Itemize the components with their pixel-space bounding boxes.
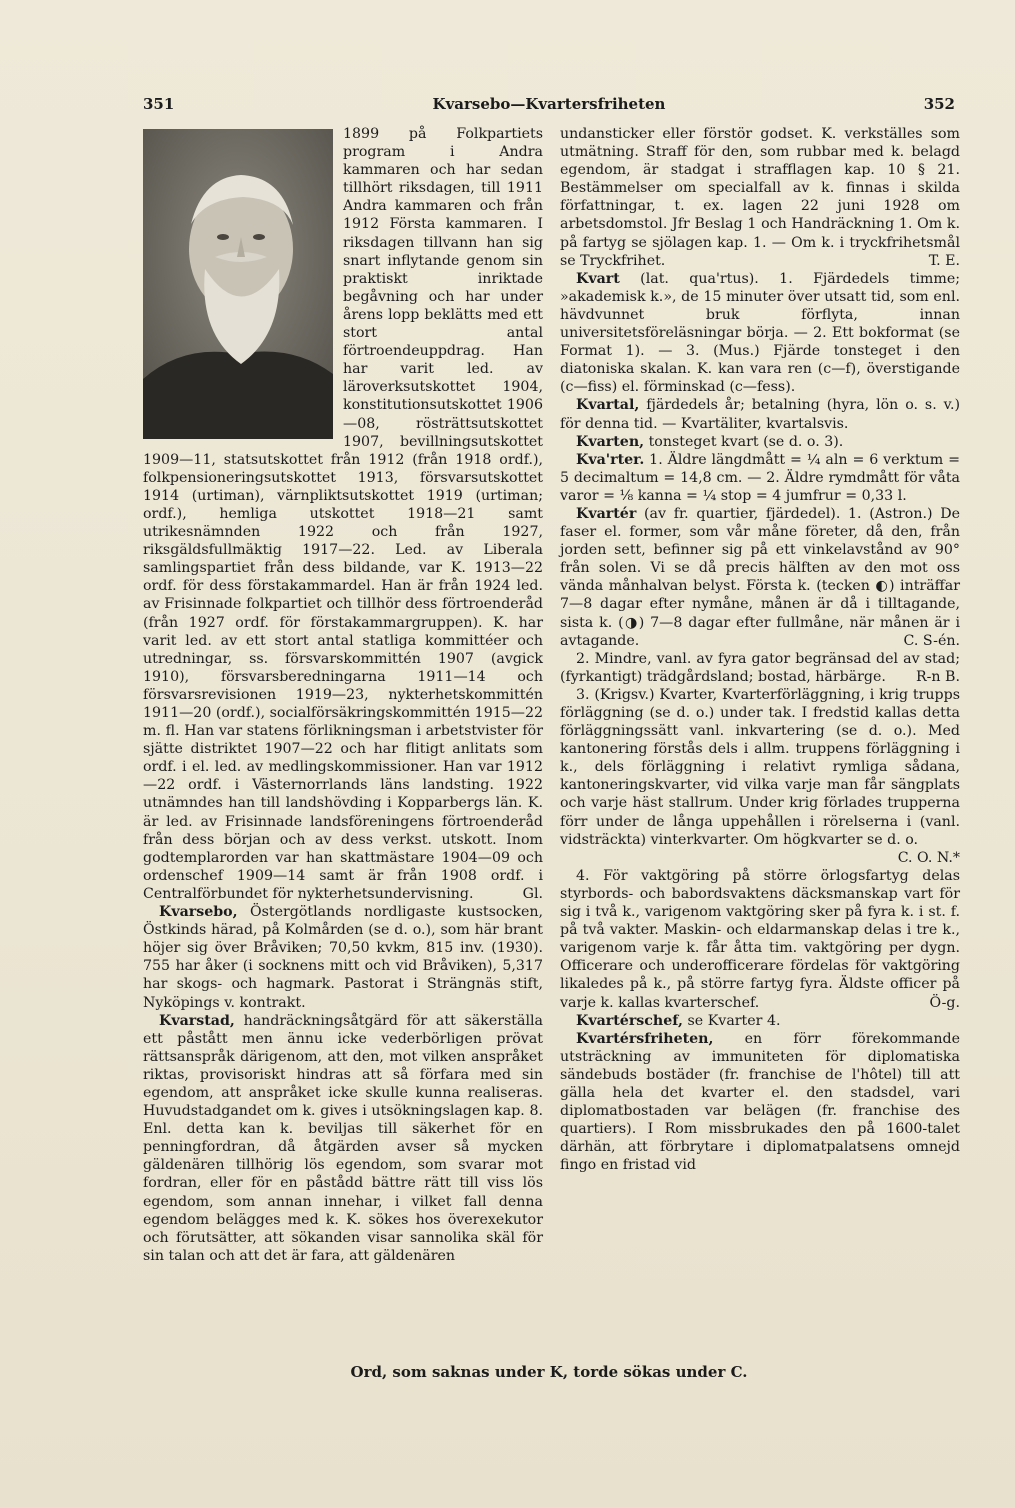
headword-kvartersfriheten: Kvartérsfriheten,	[576, 1030, 714, 1047]
headword-kvarter-measure: Kva'rter.	[576, 451, 645, 468]
entry-kvarterschef-text: se Kvarter 4.	[687, 1012, 781, 1029]
signature-og: Ö-g.	[929, 994, 960, 1011]
biography-continuation	[143, 125, 543, 903]
headword-kvarten: Kvarten,	[576, 433, 645, 450]
signature-cs: C. S-én.	[903, 632, 960, 649]
page-number-right: 352	[923, 95, 955, 113]
kvarstad-continued-text: undansticker eller förstör godset. K. verkställes som utmätning. Straff för den, som rubbar med k. belagd egendom, är stadgat i strafflagen kap. 10 § 21. Bestämmelser om specialfall av k. finnas i skilda författningar, t. ex. lagen 22 juni 1928 om arbetsdomstol. Jfr Beslag 1 och Handräckning 1. Om k. på fartyg se sjölagen kap. 1. — Om k. i tryckfrihetsmål se Tryckfrihet.	[560, 126, 960, 269]
entry-kvart-text: (lat. qua'rtus). 1. Fjärdedels timme; »akademisk k.», de 15 minuter över utsatt tid, som enl. hävdvunnet bruk förflyta, innan universitetsföreläsningar börja. — 2. Ett bokformat (se Format 1). — 3. (Mus.) Fjärde tonsteget i den diatoniska skalan. K. kan vara ren (c—f), överstigande (c—fiss) el. förminskad (c—fess).	[560, 270, 961, 396]
right-column	[560, 125, 960, 1174]
entry-kvarten	[560, 433, 960, 451]
kvarter-sense-2-text: 2. Mindre, vanl. av fyra gator begränsad del av stad; (fyrkantigt) trädgårdsland; bostad, härbärge.	[560, 650, 960, 685]
entry-kvarstad-continued	[560, 125, 960, 270]
portrait-photo	[143, 129, 333, 439]
kvarter-sense-2	[560, 650, 960, 686]
headword-kvarter: Kvartér	[576, 505, 637, 522]
signature-gl: Gl.	[522, 885, 543, 902]
kvarter-sense-4	[560, 867, 960, 1012]
kvarter-sense-3-text: 3. (Krigsv.) Kvarter, Kvarterförläggning, i krig trupps förläggning (se d. o.) under tak. I fredstid kallas detta förläggningssätt vanl. inkvartering (se d. o.). Med kantonering förstås dels i allm. truppens förläggning i k., dels förläggning i relativt rymliga sådana, kantoneringskvarter, vid vilka varje man får sängplats och varje häst stallrum. Under krig förlades trupperna förr under de långa uppehållen i rörelserna i (vanl. vidsträckta) vinterkvarter. Om högkvarter se d. o.	[560, 686, 960, 848]
running-title: Kvarsebo—Kvartersfriheten	[432, 95, 666, 113]
entry-kvarstad-text: handräckningsåtgärd för att säkerställa ett påstått men ännu icke vederbörligen prövat rättsanspråk därigenom, att den, mot vilken anspråket riktas, provisoriskt hindras att så förfara med sin egendom, att anspråket icke skulle kunna realiseras. Huvudstadgandet om k. gives i utsökningslagen kap. 8. Enl. detta kan k. beviljas till säkerhet för en penningfordran, då åtgärden avser så mycken gäldenären tillhörig lös egendom, som svarar mot fordran, eller för en påstådd bättre rätt till viss lös egendom, som annan innehar, i vilket fall denna egendom belägges med k. K. sökes hos överexekutor och förutsätter, att sökanden visar sannolika skäl för sin talan och att det är fara, att gäldenären	[143, 1012, 544, 1264]
headword-kvarterschef: Kvartérschef,	[576, 1012, 683, 1029]
entry-kvarsebo-text: Östergötlands nordligaste kustsocken, Östkinds härad, på Kolmården (se d. o.), som här brant höjer sig över Bråviken; 70,50 kvkm, 815 inv. (1930). 755 har åker (i socknens mitt och vid Bråviken), 5,317 har skogs- och hagmark. Pastorat i Strängnäs stift, Nyköpings v. kontrakt.	[143, 904, 543, 1011]
signature-rnb: R-n B.	[915, 668, 960, 685]
entry-kvarsebo	[143, 903, 543, 1012]
page-footer-note: Ord, som saknas under K, torde sökas under C.	[350, 1363, 748, 1381]
entry-kvarter-text: (av fr. quartier, fjärdedel). 1. (Astron.) De faser el. former, som vår måne företer, då den, från jorden sett, befinner sig på ett vinkelavstånd av 90° från solen. Vi se då precis hälften av den mot oss vända månhalvan belyst. Första k. (tecken ◐) inträffar 7—8 dagar efter nymåne, månen är då i tilltagande, sista k. (◑) 7—8 dagar efter fullmåne, när månen är i avtagande.	[560, 505, 960, 649]
left-column	[143, 125, 543, 1265]
entry-kvarter-measure	[560, 451, 960, 505]
entry-kvarter-measure-text: 1. Äldre längdmått = ¼ aln = 6 verktum = 5 decimaltum = 14,8 cm. — 2. Äldre rymdmått för våta varor = ⅛ kanna = ¼ stop = 4 jumfrur = 0,33 l.	[560, 451, 960, 504]
entry-kvarten-text: tonsteget kvart (se d. o. 3).	[648, 433, 844, 450]
headword-kvartal: Kvartal,	[576, 397, 640, 414]
entry-kvarterschef	[560, 1012, 960, 1030]
entry-kvartal	[560, 396, 960, 432]
page-header	[143, 95, 955, 117]
biography-text: 1899 på Folkpartiets program i Andra kammaren och har sedan tillhört riksdagen, till 1911 Andra kammaren och från 1912 Första kammaren. I riksdagen tillvann han sig snart inflytande genom sin praktiskt inriktade begåvning och har under årens lopp beklätts med ett stort antal förtroendeuppdrag. Han har varit led. av läroverksutskottet 1904, konstitutionsutskottet 1906—08, rösträttsutskottet 1907, bevillningsutskottet 1909—11, statsutskottet från 1912 (från 1918 ordf.), folkpensioneringsutskottet 1913, försvarsutskottet 1914 (urtiman), värnpliktsutskottet 1919 (urtiman; ordf.), hemliga utskottet 1918—21 samt utrikesnämnden 1922 och från 1927, riksgäldsfullmäktig 1917—22. Led. av Liberala samlingspartiet från dess bildande, var K. 1913—22 ordf. för dess förstakammardel. Han är från 1924 led. av Frisinnade folkpartiet och tillhör dess förtroenderåd (från 1927 ordf. för förstakammargruppen). K. har varit led. av ett stort antal statliga kommittéer och utredningar, ss. försvarskommittén 1907 (avgick 1910), försvarsberedningarna 1911—14 och försvarsrevisionen 1919—23, nykterhetskommittén 1911—20 (ordf.), socialförsäkringskommittén 1915—22 m. fl. Han var statens förlikningsman i arbetstvister för sjätte distriktet 1907—22 och har flitigt anlitats som ordf. i el. led. av medlingskommissioner. Han var 1912—22 ordf. i Västernorrlands läns landsting. 1922 utnämndes han till landshövding i Kopparbergs län. K. är led. av Frisinnade landsföreningens förtroenderåd från dess början och av dess verkst. utskott. Inom godtemplarorden var han skattmästare 1904—09 och ordenschef 1909—14 samt är från 1908 ordf. i Centralförbundet för nykterhetsundervisning.	[143, 126, 544, 902]
signature-te: T. E.	[928, 252, 960, 269]
kvarter-sense-4-text: 4. För vaktgöring på större örlogsfartyg delas styrbords- och babordsvaktens däcksmanskap vart för sig i två k., varigenom vaktgöring sker på fyra k. i st. f. på två vakter. Maskin- och eldarmanskap delas i tre k., varigenom varje k. får åtta tim. vaktgöring per dygn. Officerare och underofficerare fördelas för vaktgöring likaledes på k., på större fartyg fyra. Äldste officer på varje k. kallas kvarterschef.	[560, 867, 960, 1011]
kvarter-sense-3	[560, 686, 960, 866]
entry-kvart	[560, 270, 960, 397]
headword-kvart: Kvart	[576, 270, 620, 287]
page-number-left: 351	[143, 95, 175, 113]
entry-kvarstad	[143, 1012, 543, 1265]
signature-con: C. O. N.*	[897, 849, 960, 866]
entry-kvartersfriheten	[560, 1030, 960, 1175]
headword-kvarsebo: Kvarsebo,	[159, 904, 238, 921]
headword-kvarstad: Kvarstad,	[159, 1012, 235, 1029]
entry-kvartersfriheten-text: en förr förekommande utsträckning av immuniteten för diplomatiska sändebuds bostäder (fr. franchise de l'hôtel) till att gälla hela det kvarter el. den stadsdel, vari diplomatbostaden var belägen (fr. franchise des quartiers). I Rom missbrukades den på 1600-talet därhän, att förbrytare i diplomatpalatsens omnejd fingo en fristad vid	[560, 1030, 961, 1174]
entry-kvarter	[560, 505, 960, 650]
entry-kvartal-text: fjärdedels år; betalning (hyra, lön o. s. v.) för denna tid. — Kvartäliter, kvartalsvis.	[560, 397, 960, 432]
